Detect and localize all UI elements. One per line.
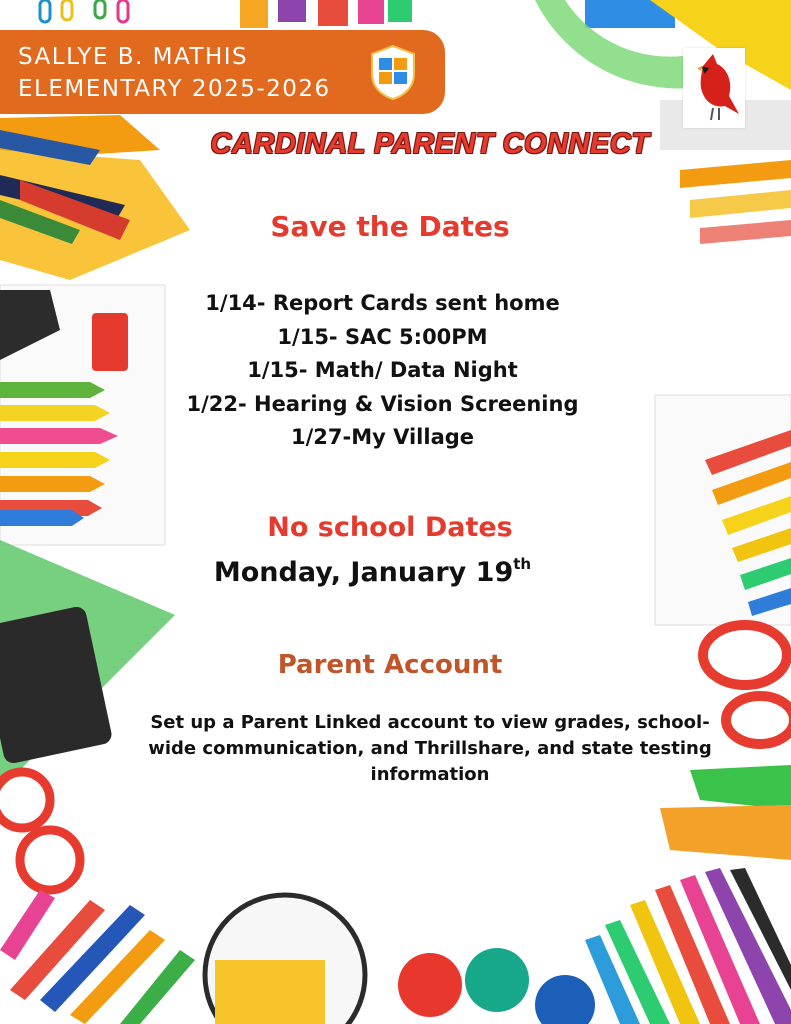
- save-dates-list: [160, 287, 605, 455]
- paint-pots-icon: [398, 948, 595, 1024]
- date-suffix: th: [513, 555, 532, 573]
- list-item: 1/15- Math/ Data Night: [247, 358, 518, 382]
- school-crest-icon: [368, 44, 418, 100]
- parent-account-text: Set up a Parent Linked account to view grades, school-wide communication, and Thrillshare, and state testing information: [148, 712, 712, 785]
- sharpener-icon: [92, 313, 128, 371]
- cardinal-image: [683, 48, 745, 128]
- list-item: 1/14- Report Cards sent home: [205, 291, 560, 315]
- colored-pencils-bottom-left-icon: [0, 890, 195, 1024]
- paper-clips-icon: [40, 0, 128, 22]
- page-title: CARDINAL PARENT CONNECT: [210, 128, 650, 160]
- no-school-date: [0, 555, 745, 588]
- cardinal-bird-icon: [683, 48, 745, 128]
- magnifying-glass-icon: [205, 895, 365, 1024]
- scissors-left-icon: [0, 772, 80, 890]
- paint-brushes-icon: [0, 115, 190, 280]
- school-name: SALLYE B. MATHIS: [18, 44, 249, 70]
- parent-account-heading: Parent Account: [277, 650, 503, 680]
- no-school-date-text: Monday, January 19: [213, 557, 514, 588]
- list-item: 1/27-My Village: [290, 425, 475, 449]
- no-school-heading: No school Dates: [267, 512, 513, 543]
- list-item: 1/22- Hearing & Vision Screening: [186, 391, 579, 416]
- save-dates-heading: Save the Dates: [270, 210, 510, 243]
- colored-pencils-bottom-right-icon: [585, 868, 791, 1024]
- school-banner: [0, 30, 445, 114]
- school-year: ELEMENTARY 2025-2026: [18, 76, 331, 102]
- list-item: 1/15- SAC 5:00PM: [277, 324, 488, 349]
